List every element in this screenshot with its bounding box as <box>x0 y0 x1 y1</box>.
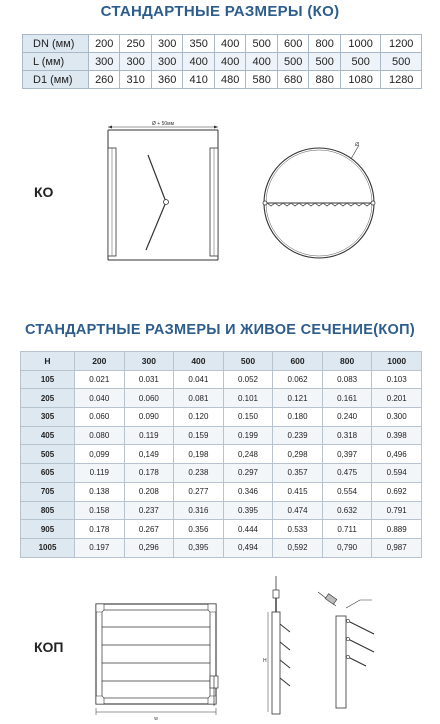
kop-table-row <box>21 520 422 539</box>
kop-table-row <box>21 389 422 408</box>
ko-table-cell: 300 <box>151 53 182 71</box>
kop-table-cell: 0.138 <box>75 482 125 501</box>
kop-table-cell: 0.081 <box>174 389 224 408</box>
kop-table-row <box>21 538 422 557</box>
ko-table-cell: 500 <box>246 35 277 53</box>
kop-table-cell: 0.533 <box>273 520 323 539</box>
ko-table-cell: 580 <box>246 71 277 89</box>
kop-table-cell: 0.632 <box>322 501 372 520</box>
kop-table-cell: 0.161 <box>322 389 372 408</box>
kop-table-cell: 0.119 <box>124 426 174 445</box>
ko-table-cell: 1080 <box>340 71 381 89</box>
ko-table-cell: 360 <box>151 71 182 89</box>
ko-dimension-label: Ø + 50мм <box>151 121 175 127</box>
ko-table-cell: 500 <box>340 53 381 71</box>
kop-table-cell: 0.121 <box>273 389 323 408</box>
ko-table-cell: 500 <box>277 53 308 71</box>
kop-column-header: 300 <box>124 352 174 371</box>
kop-table-cell: 0.080 <box>75 426 125 445</box>
kop-table-cell: 0.316 <box>174 501 224 520</box>
kop-table-cell: 0.240 <box>322 408 372 427</box>
kop-table-cell: 0,298 <box>273 445 323 464</box>
kop-table-cell: 0.554 <box>322 482 372 501</box>
kop-table-cell: 0.199 <box>223 426 273 445</box>
kop-table-cell: 0,592 <box>273 538 323 557</box>
ko-table-row <box>23 71 422 89</box>
ko-table-cell: 310 <box>120 71 151 89</box>
kop-table-cell: 0.297 <box>223 464 273 483</box>
kop-table-cell: 0.474 <box>273 501 323 520</box>
ko-table-cell: 400 <box>183 53 214 71</box>
kop-column-header: 400 <box>174 352 224 371</box>
kop-side-frame-right <box>336 616 346 708</box>
kop-table-cell: 0.237 <box>124 501 174 520</box>
kop-table-cell: 0,296 <box>124 538 174 557</box>
kop-table-cell: 0.711 <box>322 520 372 539</box>
ko-table-cell: 500 <box>309 53 340 71</box>
ko-table-cell: 260 <box>89 71 120 89</box>
ko-label: КО <box>34 184 54 200</box>
kop-side-frame <box>272 612 280 714</box>
kop-table-cell: 0,987 <box>372 538 422 557</box>
ko-front-view-drawing <box>255 133 395 273</box>
ko-table-row <box>23 35 422 53</box>
kop-table-cell: 0.692 <box>372 482 422 501</box>
kop-table-cell: 0.791 <box>372 501 422 520</box>
kop-table-cell: 0.357 <box>273 464 323 483</box>
kop-column-header: 800 <box>322 352 372 371</box>
kop-table-cell: 0.208 <box>124 482 174 501</box>
kop-table-cell: 0,790 <box>322 538 372 557</box>
kop-table-cell: 0.052 <box>223 370 273 389</box>
kop-table-row <box>21 408 422 427</box>
kop-table-cell: 0.346 <box>223 482 273 501</box>
kop-column-header: 500 <box>223 352 273 371</box>
ko-row-label: D1 (мм) <box>23 71 89 89</box>
kop-table-cell: 0.062 <box>273 370 323 389</box>
kop-row-header: 905 <box>21 520 75 539</box>
ko-table-cell: 350 <box>183 35 214 53</box>
kop-width-symbol: w <box>154 716 158 722</box>
kop-table-cell: 0.041 <box>174 370 224 389</box>
kop-column-header: 200 <box>75 352 125 371</box>
kop-outer-frame <box>96 604 216 704</box>
ko-table-cell: 300 <box>120 53 151 71</box>
kop-table-cell: 0.238 <box>174 464 224 483</box>
ko-table-cell: 300 <box>89 53 120 71</box>
arrow-left-icon <box>108 126 112 129</box>
kop-table-cell: 0.060 <box>75 408 125 427</box>
kop-table-cell: 0.119 <box>75 464 125 483</box>
kop-row-header: 405 <box>21 426 75 445</box>
ko-table-cell: 1200 <box>381 35 422 53</box>
ko-row-label: L (мм) <box>23 53 89 71</box>
ko-row-label: DN (мм) <box>23 35 89 53</box>
kop-side-view-drawing <box>262 572 392 722</box>
kop-table-cell: 0.060 <box>124 389 174 408</box>
kop-table-row <box>21 501 422 520</box>
kop-dimensions-table <box>20 351 422 558</box>
kop-table-cell: 0.356 <box>174 520 224 539</box>
ko-table-row <box>23 53 422 71</box>
kop-table-cell: 0.267 <box>124 520 174 539</box>
arrow-right-icon <box>214 126 218 129</box>
kop-table-row <box>21 445 422 464</box>
ko-valve-blades <box>146 155 166 250</box>
kop-table-cell: 0.201 <box>372 389 422 408</box>
kop-table-cell: 0.180 <box>273 408 323 427</box>
kop-table-cell: 0.594 <box>372 464 422 483</box>
kop-table-cell: 0.395 <box>223 501 273 520</box>
kop-table-cell: 0.021 <box>75 370 125 389</box>
kop-table-cell: 0.178 <box>124 464 174 483</box>
ko-table-cell: 880 <box>309 71 340 89</box>
ko-dimensions-table <box>22 34 422 89</box>
kop-row-header: 205 <box>21 389 75 408</box>
kop-row-header: 105 <box>21 370 75 389</box>
kop-table-cell: 0,149 <box>124 445 174 464</box>
kop-table-cell: 0.889 <box>372 520 422 539</box>
kop-table-cell: 0,395 <box>174 538 224 557</box>
kop-table-cell: 0.178 <box>75 520 125 539</box>
ko-table-cell: 680 <box>277 71 308 89</box>
ko-table-cell: 800 <box>309 35 340 53</box>
kop-table-cell: 0.103 <box>372 370 422 389</box>
kop-table-cell: 0.444 <box>223 520 273 539</box>
kop-corner-header: H <box>21 352 75 371</box>
ko-table-cell: 1280 <box>381 71 422 89</box>
kop-section-title: СТАНДАРТНЫЕ РАЗМЕРЫ И ЖИВОЕ СЕЧЕНИЕ(КОП) <box>25 322 415 338</box>
ko-table-cell: 300 <box>151 35 182 53</box>
kop-table-cell: 0,248 <box>223 445 273 464</box>
kop-row-header: 705 <box>21 482 75 501</box>
kop-label: КОП <box>34 639 64 655</box>
kop-table-row <box>21 370 422 389</box>
kop-table-cell: 0.239 <box>273 426 323 445</box>
kop-row-header: 805 <box>21 501 75 520</box>
kop-table-cell: 0.415 <box>273 482 323 501</box>
kop-table-cell: 0.101 <box>223 389 273 408</box>
kop-table-cell: 0.090 <box>124 408 174 427</box>
kop-row-header: 1005 <box>21 538 75 557</box>
kop-table-row <box>21 482 422 501</box>
ko-table-cell: 600 <box>277 35 308 53</box>
ko-table-cell: 400 <box>214 53 245 71</box>
kop-table-row <box>21 464 422 483</box>
ko-diameter-symbol: Ø <box>355 142 359 148</box>
kop-table-cell: 0.158 <box>75 501 125 520</box>
kop-column-header: 600 <box>273 352 323 371</box>
kop-row-header: 605 <box>21 464 75 483</box>
kop-table-cell: 0.277 <box>174 482 224 501</box>
kop-table-cell: 0,198 <box>174 445 224 464</box>
kop-table-cell: 0.083 <box>322 370 372 389</box>
kop-table-cell: 0.031 <box>124 370 174 389</box>
kop-column-header: 1000 <box>372 352 422 371</box>
kop-table-row <box>21 426 422 445</box>
kop-table-cell: 0.197 <box>75 538 125 557</box>
ko-side-view-drawing <box>90 120 240 270</box>
kop-table-cell: 0,099 <box>75 445 125 464</box>
kop-table-cell: 0,397 <box>322 445 372 464</box>
ko-table-cell: 500 <box>381 53 422 71</box>
kop-table-cell: 0.150 <box>223 408 273 427</box>
kop-row-header: 305 <box>21 408 75 427</box>
ko-table-cell: 400 <box>214 35 245 53</box>
kop-table-cell: 0,494 <box>223 538 273 557</box>
ko-table-cell: 200 <box>89 35 120 53</box>
kop-table-cell: 0.159 <box>174 426 224 445</box>
kop-table-cell: 0.398 <box>372 426 422 445</box>
kop-row-header: 505 <box>21 445 75 464</box>
ko-section-title: СТАНДАРТНЫЕ РАЗМЕРЫ (КО) <box>100 3 340 20</box>
kop-table-cell: 0.475 <box>322 464 372 483</box>
kop-table-cell: 0.318 <box>322 426 372 445</box>
ko-axis-icon <box>164 200 169 205</box>
ko-table-cell: 410 <box>183 71 214 89</box>
kop-table-cell: 0,496 <box>372 445 422 464</box>
kop-height-symbol: H <box>263 658 267 664</box>
kop-table-cell: 0.040 <box>75 389 125 408</box>
kop-table-cell: 0.300 <box>372 408 422 427</box>
ko-table-cell: 250 <box>120 35 151 53</box>
ko-table-cell: 400 <box>246 53 277 71</box>
kop-front-view-drawing <box>88 598 228 722</box>
ko-table-cell: 1000 <box>340 35 381 53</box>
kop-table-cell: 0.120 <box>174 408 224 427</box>
ko-table-cell: 480 <box>214 71 245 89</box>
